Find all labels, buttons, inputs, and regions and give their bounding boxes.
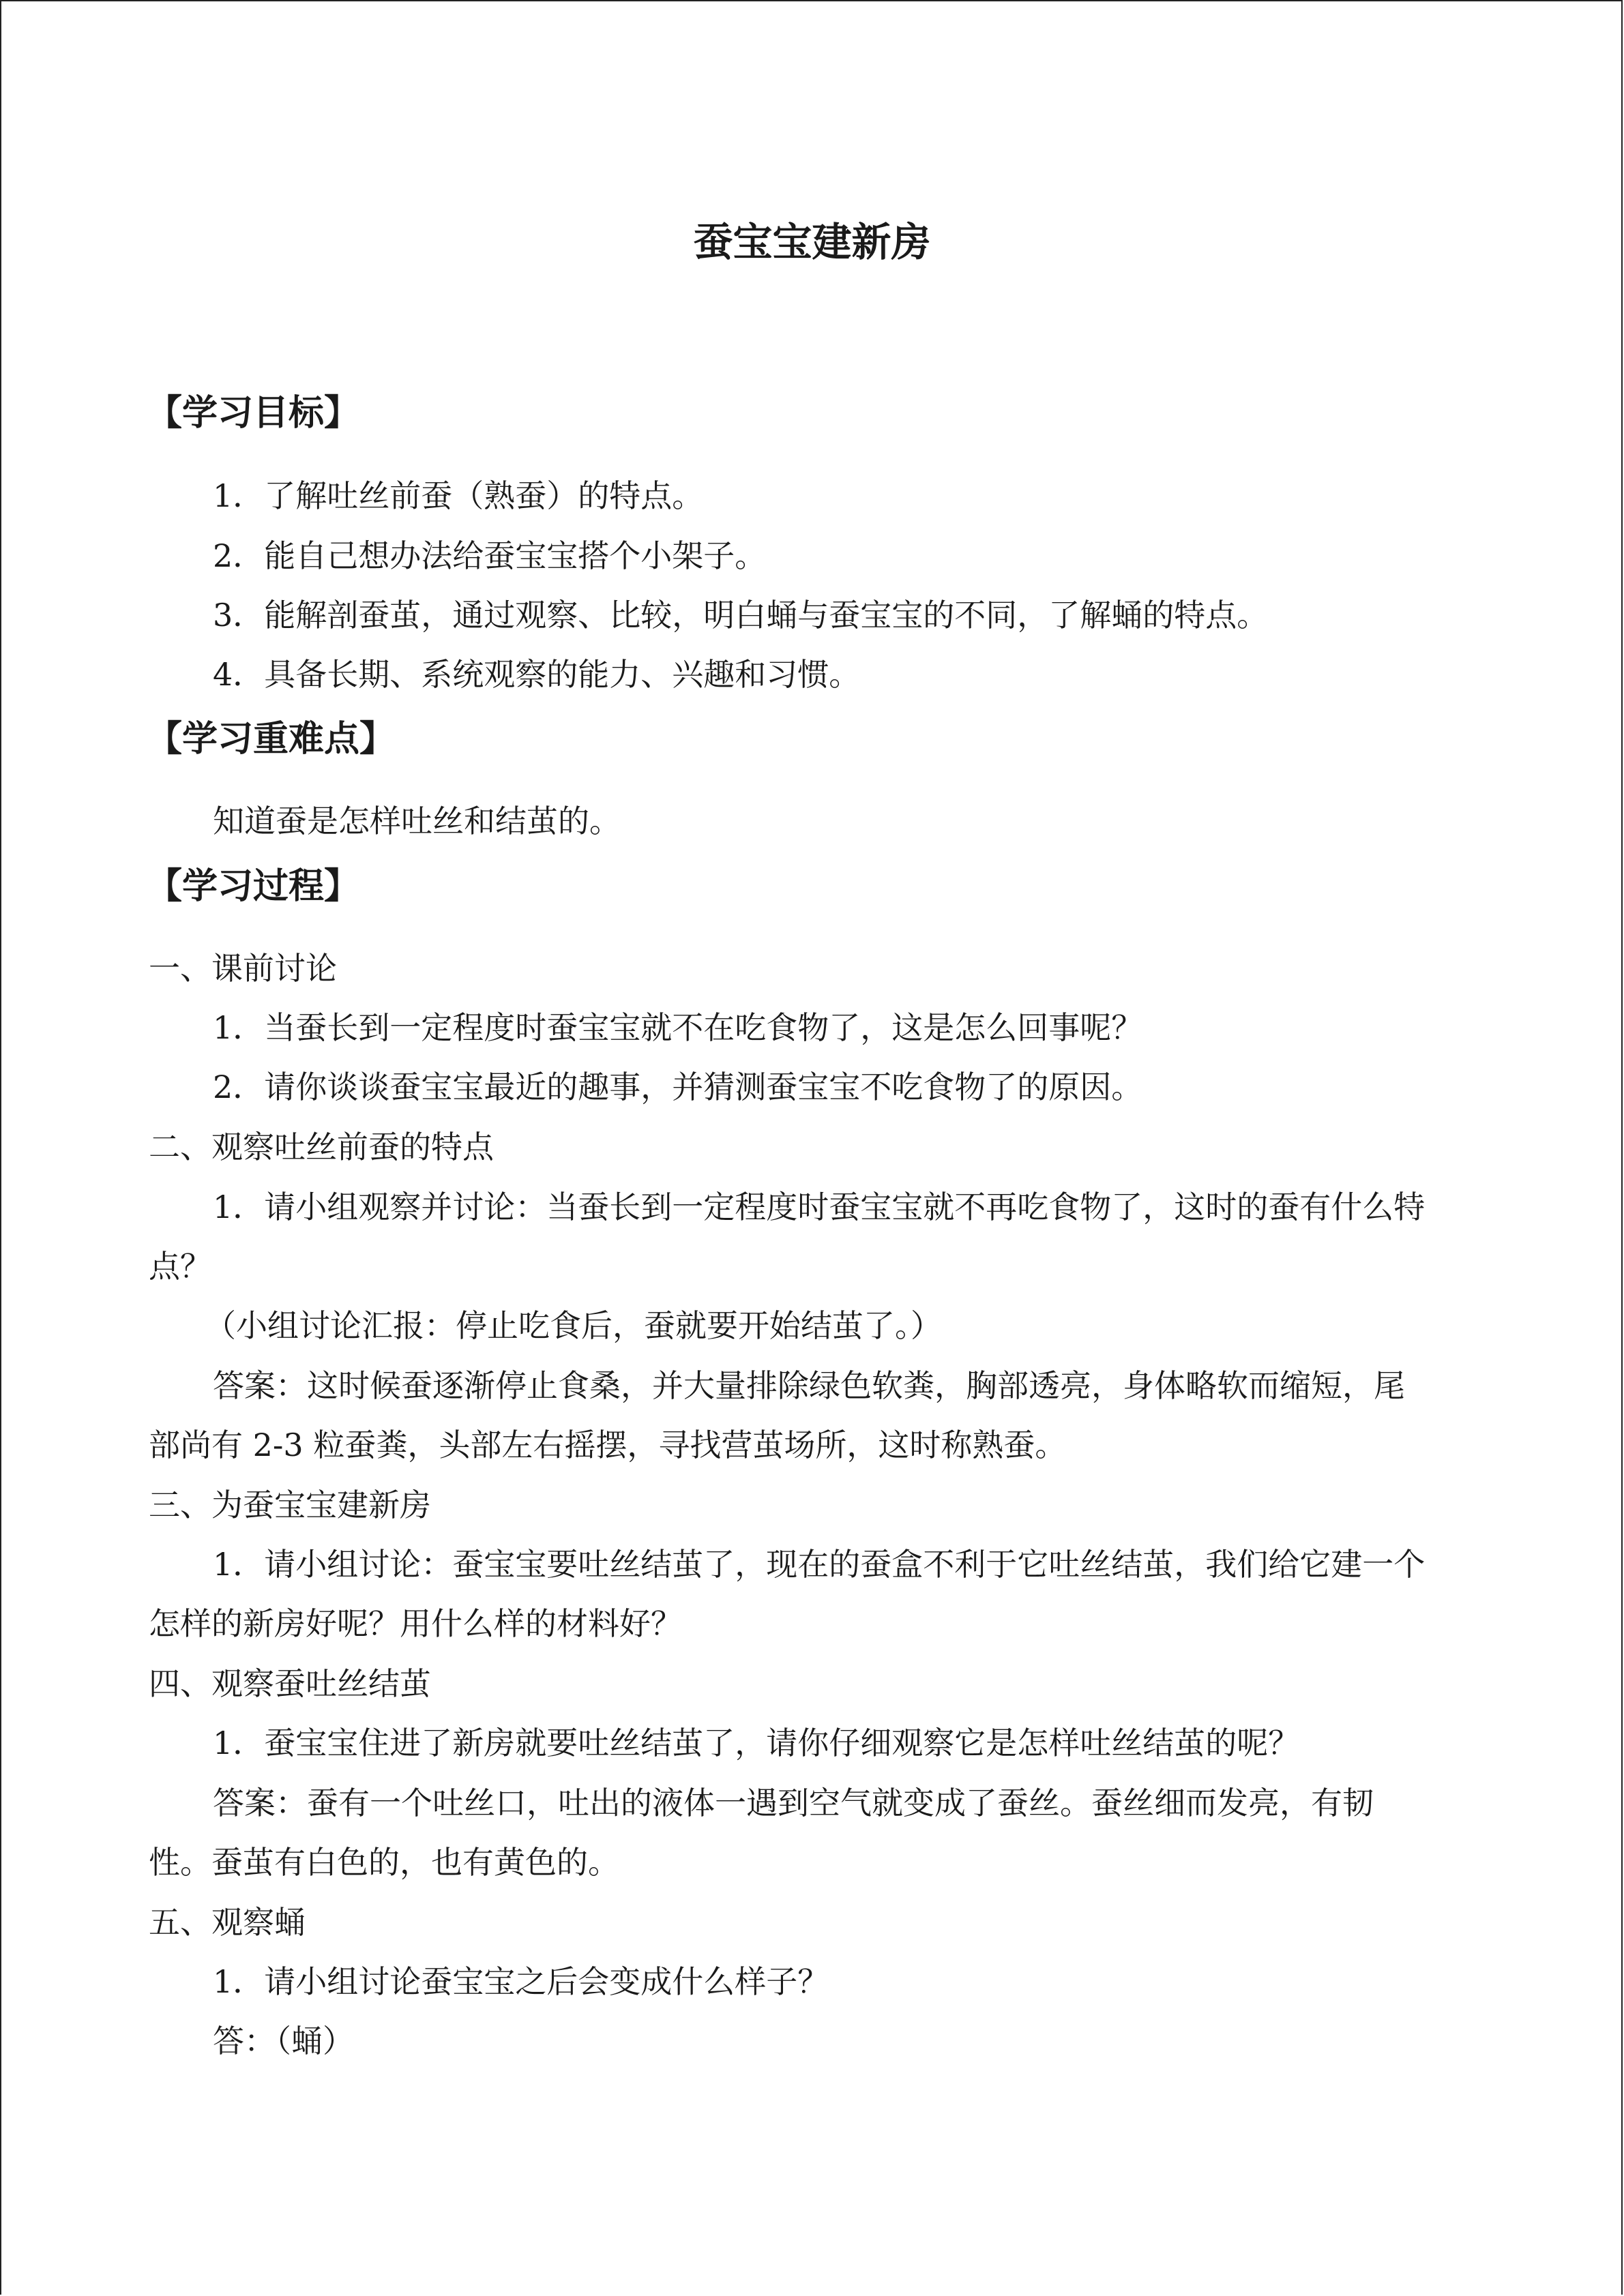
section-title: 一、课前讨论 [149, 950, 337, 987]
section-title: 二、观察吐丝前蚕的特点 [149, 1129, 494, 1165]
discussion-note: （小组讨论汇报：停止吃食后，蚕就要开始结茧了。） [205, 1307, 942, 1344]
question-text-continued: 怎样的新房好呢？用什么样的材料好？ [149, 1605, 682, 1642]
section-title: 四、观察蚕吐丝结茧 [149, 1665, 431, 1702]
objective-item: 3．能解剖蚕茧，通过观察、比较，明白蛹与蚕宝宝的不同，了解蛹的特点。 [213, 597, 1269, 633]
question-text: 1．当蚕长到一定程度时蚕宝宝就不在吃食物了，这是怎么回事呢？ [213, 1009, 1143, 1046]
objective-item: 1．了解吐丝前蚕（熟蚕）的特点。 [213, 477, 704, 514]
key-points-text: 知道蚕是怎样吐丝和结茧的。 [213, 803, 621, 839]
section-title: 五、观察蛹 [149, 1904, 306, 1941]
heading-process: 【学习过程】 [147, 866, 360, 907]
answer-text-continued: 部尚有 2-3 粒蚕粪，头部左右摇摆，寻找营茧场所，这时称熟蚕。 [149, 1427, 1067, 1463]
objective-item: 4．具备长期、系统观察的能力、兴趣和习惯。 [213, 656, 861, 693]
question-text: 1．蚕宝宝住进了新房就要吐丝结茧了，请你仔细观察它是怎样吐丝结茧的呢？ [213, 1725, 1300, 1761]
question-text: 1．请小组讨论：蚕宝宝要吐丝结茧了，现在的蚕盒不利于它吐丝结茧，我们给它建一个 [213, 1546, 1426, 1583]
question-text: 1．请小组讨论蚕宝宝之后会变成什么样子？ [213, 1963, 829, 2000]
page-title: 蚕宝宝建新房 [693, 219, 931, 265]
heading-objectives: 【学习目标】 [147, 393, 360, 434]
answer-text: 答案：这时候蚕逐渐停止食桑，并大量排除绿色软粪，胸部透亮，身体略软而缩短，尾 [213, 1367, 1405, 1404]
question-text: 2．请你谈谈蚕宝宝最近的趣事，并猜测蚕宝宝不吃食物了的原因。 [213, 1069, 1143, 1105]
answer-text: 答：（蛹） [213, 2023, 354, 2059]
question-text-continued: 点？ [149, 1248, 211, 1285]
answer-text-continued: 性。蚕茧有白色的，也有黄色的。 [149, 1844, 619, 1881]
question-text: 1．请小组观察并讨论：当蚕长到一定程度时蚕宝宝就不再吃食物了，这时的蚕有什么特 [213, 1189, 1426, 1225]
answer-text: 答案：蚕有一个吐丝口，吐出的液体一遇到空气就变成了蚕丝。蚕丝细而发亮，有韧 [213, 1785, 1374, 1821]
heading-key-points: 【学习重难点】 [147, 719, 396, 760]
section-title: 三、为蚕宝宝建新房 [149, 1487, 431, 1523]
objective-item: 2．能自己想办法给蚕宝宝搭个小架子。 [213, 537, 767, 574]
